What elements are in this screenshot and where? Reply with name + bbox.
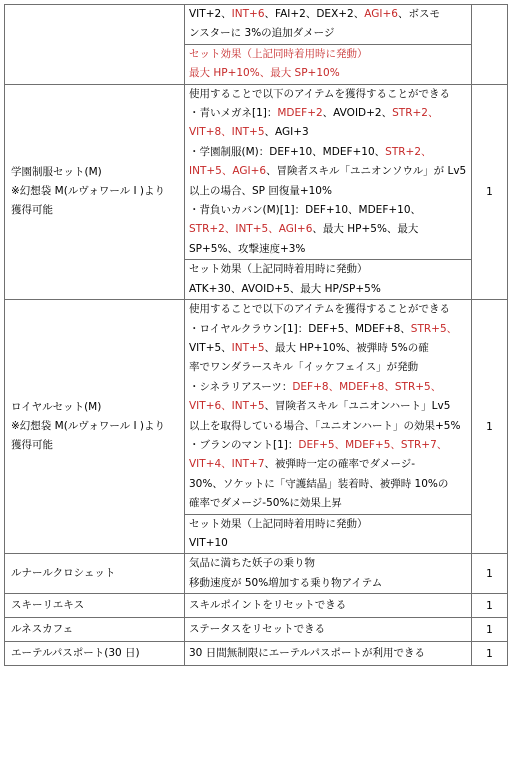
description-text: 、AGI+3: [264, 126, 309, 139]
table-row: [5, 554, 508, 594]
item-description-cell: [185, 84, 472, 299]
item-name-cell: [5, 84, 185, 299]
description-line: [185, 574, 471, 593]
set-effect-block: [185, 259, 471, 299]
description-line: [185, 85, 471, 104]
quantity-cell: [472, 5, 508, 85]
description-text: ・シネラリアスーツ：: [189, 380, 293, 393]
highlighted-stat: セット効果（上記同時着用時に発動）: [189, 47, 368, 60]
highlighted-stat: INT+6: [231, 8, 265, 20]
description-line: [185, 280, 471, 299]
description-line: [185, 201, 471, 220]
highlighted-stat: STR+2、: [385, 145, 432, 158]
item-description-cell: [185, 5, 472, 85]
item-table-body: [5, 5, 508, 666]
effect-block: [185, 620, 471, 639]
description-text: 移動速度が 50%増加する乗り物アイテム: [189, 576, 383, 589]
item-name-line: ※幻想袋 M(ルヴォワール I )より: [11, 420, 166, 433]
description-line: [185, 104, 471, 123]
table-row: [5, 618, 508, 642]
description-text: 、FAI+2、DEX+2、: [264, 8, 365, 20]
highlighted-stat: MDEF+2: [277, 107, 323, 120]
description-text: 、冒険者スキル「ユニオンソウル」が Lv5: [266, 165, 467, 178]
highlighted-stat: AGI+6: [364, 8, 398, 20]
description-text: セット効果（上記同時着用時に発動）: [189, 263, 368, 276]
description-line: [185, 620, 471, 639]
item-name-line: ロイヤルセット(M): [11, 401, 102, 414]
item-name-line: ルネスカフェ: [11, 623, 74, 636]
quantity-cell: 1: [472, 618, 508, 642]
description-line: [185, 397, 471, 416]
quantity-cell: 1: [472, 594, 508, 618]
description-text: VIT+10: [189, 536, 228, 549]
description-text: 、最大 HP+10%、被弾時 5%の確: [264, 341, 429, 354]
description-line: [185, 64, 471, 83]
description-line: [185, 436, 471, 455]
item-description-cell: [185, 618, 472, 642]
description-text: VIT+2、: [189, 8, 232, 20]
description-text: 、AVOID+2、: [322, 107, 393, 120]
description-line: [185, 240, 471, 259]
description-text: スキルポイントをリセットできる: [189, 598, 347, 611]
highlighted-stat: STR+5、: [410, 322, 458, 335]
description-text: 使用することで以下のアイテムを獲得することができる: [189, 303, 451, 316]
description-line: [185, 358, 471, 377]
description-text: 30 日間無制限にエーテルパスポートが利用できる: [189, 646, 425, 659]
highlighted-stat: DEF+8、MDEF+8、STR+5、: [292, 380, 442, 393]
item-name-line: エーテルパスポート(30 日): [11, 647, 140, 660]
highlighted-stat: INT+5: [231, 341, 265, 354]
description-text: 使用することで以下のアイテムを獲得することができる: [189, 87, 451, 100]
effect-block: [185, 596, 471, 615]
item-description-cell: [185, 594, 472, 618]
item-name-cell: [5, 5, 185, 85]
description-text: 、最大 HP+5%、最大: [312, 223, 419, 236]
description-text: 以上の場合、SP 回復量+10%: [189, 184, 332, 197]
item-name-line: 獲得可能: [11, 439, 53, 452]
highlighted-stat: 最大 HP+10%、最大 SP+10%: [189, 67, 340, 80]
item-name-line: 学園制服セット(M): [11, 166, 102, 179]
quantity-cell: 1: [472, 84, 508, 299]
item-table: [4, 4, 508, 666]
description-text: ンスターに 3%の追加ダメージ: [189, 27, 335, 40]
description-text: 確率でダメージ-50%に効果上昇: [189, 497, 342, 510]
description-line: [185, 220, 471, 239]
description-text: ・学園制服(M)：DEF+10、MDEF+10、: [189, 145, 386, 158]
description-line: [185, 596, 471, 615]
description-line: [185, 182, 471, 201]
description-line: [185, 494, 471, 513]
description-line: [185, 339, 471, 358]
item-description-cell: [185, 300, 472, 554]
quantity-cell: 1: [472, 300, 508, 554]
highlighted-stat: STR+2、INT+5、AGI+6: [189, 223, 313, 236]
effect-block: [185, 554, 471, 593]
description-text: VIT+5、: [189, 341, 232, 354]
highlighted-stat: DEF+5、MDEF+5、STR+7、: [298, 438, 448, 451]
highlighted-stat: STR+2、: [392, 107, 439, 120]
description-line: [185, 417, 471, 436]
description-line: [185, 475, 471, 494]
description-line: [185, 534, 471, 553]
item-description-cell: [185, 554, 472, 594]
description-line: [185, 455, 471, 474]
description-text: セット効果（上記同時着用時に発動）: [189, 517, 368, 530]
description-text: 、被弾時一定の確率でダメージ-: [264, 458, 416, 471]
item-name-cell: [5, 642, 185, 666]
description-line: [185, 45, 471, 64]
description-text: 気品に満ちた妖子の乗り物: [189, 557, 315, 570]
description-text: ・ブランのマント[1]：: [189, 438, 299, 451]
item-name-cell: [5, 594, 185, 618]
highlighted-stat: VIT+4、INT+7: [189, 458, 265, 471]
table-row: [5, 5, 508, 85]
description-text: ステータスをリセットできる: [189, 622, 326, 635]
table-row: [5, 642, 508, 666]
description-text: ・背負いカバン(M)[1]：DEF+10、MDEF+10、: [189, 204, 422, 217]
description-text: 以上を取得している場合、「ユニオンハート」の効果+5%: [189, 419, 461, 432]
item-name-line: スキーリエキス: [11, 599, 85, 612]
item-name-cell: [5, 300, 185, 554]
set-effect-block: [185, 44, 471, 84]
quantity-cell: 1: [472, 554, 508, 594]
item-name-line: 獲得可能: [11, 204, 53, 217]
description-line: [185, 24, 471, 43]
effect-block: [185, 85, 471, 260]
description-line: [185, 143, 471, 162]
description-line: [185, 320, 471, 339]
description-line: [185, 300, 471, 319]
description-line: [185, 515, 471, 534]
description-line: [185, 260, 471, 279]
quantity-cell: 1: [472, 642, 508, 666]
table-row: [5, 594, 508, 618]
effect-block: [185, 644, 471, 663]
item-name-line: ※幻想袋 M(ルヴォワール I )より: [11, 185, 166, 198]
effect-block: [185, 300, 471, 513]
description-text: ・ロイヤルクラウン[1]：DEF+5、MDEF+8、: [189, 322, 411, 335]
description-line: [185, 5, 471, 24]
description-line: [185, 554, 471, 573]
item-name-cell: [5, 554, 185, 594]
description-text: SP+5%、攻撃速度+3%: [189, 242, 306, 255]
item-name-cell: [5, 618, 185, 642]
effect-block: [185, 5, 471, 44]
table-row: [5, 84, 508, 299]
description-line: [185, 162, 471, 181]
description-text: 率でワンダラースキル「イッケフェイス」が発動: [189, 361, 419, 374]
item-name-line: ルナールクロシェット: [11, 567, 116, 580]
highlighted-stat: VIT+8、INT+5: [189, 126, 265, 139]
item-description-cell: [185, 642, 472, 666]
description-line: [185, 123, 471, 142]
highlighted-stat: VIT+6、INT+5: [189, 400, 265, 413]
description-line: [185, 644, 471, 663]
set-effect-block: [185, 514, 471, 554]
highlighted-stat: INT+5、AGI+6: [189, 165, 267, 178]
description-line: [185, 378, 471, 397]
description-text: 30%、ソケットに「守護結晶」装着時、被弾時 10%の: [189, 477, 449, 490]
description-text: 、ボスモ: [397, 8, 440, 20]
description-text: ・青いメガネ[1]：: [189, 107, 278, 120]
description-text: 、冒険者スキル「ユニオンハート」Lv5: [264, 400, 451, 413]
table-row: [5, 300, 508, 554]
description-text: ATK+30、AVOID+5、最大 HP/SP+5%: [189, 282, 381, 295]
